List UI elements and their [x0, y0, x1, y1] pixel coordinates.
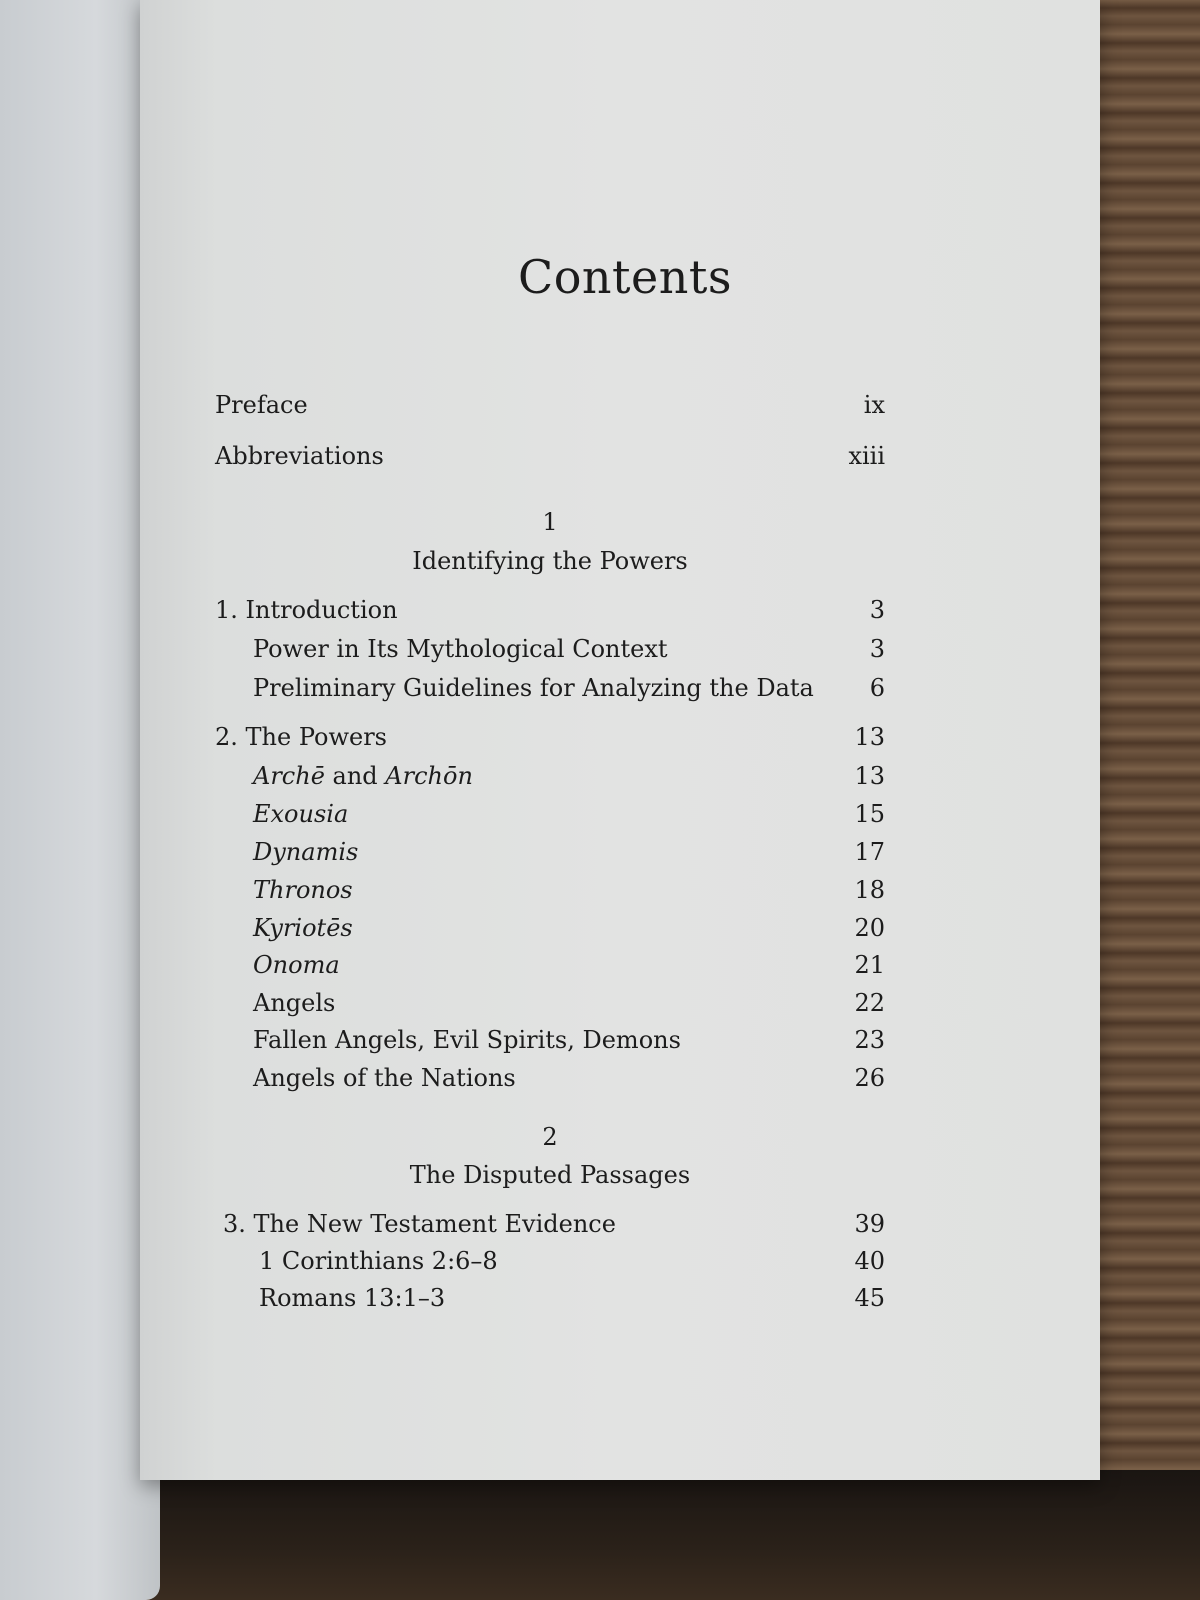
- part-title: The Disputed Passages: [409, 1161, 691, 1189]
- part-number: 1: [542, 508, 558, 536]
- toc-section: [259, 1283, 885, 1313]
- toc-section: [253, 761, 885, 791]
- toc-section: [253, 1025, 885, 1055]
- term-arche: Archē: [253, 762, 325, 790]
- toc-label: [253, 761, 473, 791]
- toc-label: Abbreviations: [215, 442, 384, 470]
- toc-page: ix: [863, 391, 885, 419]
- toc-page: 26: [854, 1064, 885, 1092]
- toc-label: 1 Corinthians 2:6–8: [259, 1247, 498, 1275]
- toc-page: 13: [854, 762, 885, 790]
- toc-page: 18: [854, 876, 885, 904]
- toc-section: [253, 913, 885, 943]
- toc-page: 23: [854, 1026, 885, 1054]
- toc-entry-abbreviations: [215, 441, 885, 471]
- toc-page: 40: [854, 1247, 885, 1275]
- term-archon: Archōn: [385, 762, 473, 790]
- toc-label: Preface: [215, 391, 308, 419]
- toc-page: 21: [854, 951, 885, 979]
- toc-section: [253, 988, 885, 1018]
- toc-section: [253, 837, 885, 867]
- toc-page: 45: [854, 1284, 885, 1312]
- toc-page: 17: [854, 838, 885, 866]
- book-shadow: [150, 1470, 1200, 1600]
- conjunction: and: [324, 762, 386, 790]
- toc-label: Angels of the Nations: [253, 1064, 516, 1092]
- toc-label: Romans 13:1–3: [259, 1284, 446, 1312]
- toc-label: Angels: [253, 989, 336, 1017]
- toc-page: 13: [854, 723, 885, 751]
- toc-label: Fallen Angels, Evil Spirits, Demons: [253, 1026, 681, 1054]
- toc-label: Exousia: [253, 800, 349, 828]
- toc-chapter-3: [223, 1209, 885, 1239]
- toc-section: [253, 673, 885, 703]
- toc-page: 6: [869, 674, 885, 702]
- book-page: [140, 0, 1100, 1480]
- toc-section: [253, 950, 885, 980]
- toc-label: Kyriotēs: [253, 914, 353, 942]
- toc-label: 1. Introduction: [215, 596, 398, 624]
- toc-label: Dynamis: [253, 838, 359, 866]
- toc-section: [253, 1063, 885, 1093]
- left-page-edge: [0, 0, 160, 1600]
- toc-chapter-2: [215, 722, 885, 752]
- toc-section: [253, 875, 885, 905]
- toc-page: 3: [869, 596, 885, 624]
- part-title: Identifying the Powers: [412, 547, 688, 575]
- toc-label: Power in Its Mythological Context: [253, 635, 668, 663]
- toc-label: Thronos: [253, 876, 353, 904]
- toc-page: 3: [869, 635, 885, 663]
- toc-label: 3. The New Testament Evidence: [223, 1210, 616, 1238]
- toc-page: xiii: [848, 442, 885, 470]
- toc-label: 2. The Powers: [215, 723, 387, 751]
- toc-page: 20: [854, 914, 885, 942]
- toc-page: 15: [854, 800, 885, 828]
- toc-section: [259, 1246, 885, 1276]
- part-number: 2: [542, 1123, 558, 1151]
- toc-page: 22: [854, 989, 885, 1017]
- toc-section: [253, 799, 885, 829]
- toc-chapter-1: [215, 595, 885, 625]
- toc-section: [253, 634, 885, 664]
- page-title: Contents: [518, 250, 732, 304]
- toc-label: Preliminary Guidelines for Analyzing the Data: [253, 674, 814, 702]
- toc-label: Onoma: [253, 951, 340, 979]
- toc-page: 39: [854, 1210, 885, 1238]
- toc-entry-preface: [215, 390, 885, 420]
